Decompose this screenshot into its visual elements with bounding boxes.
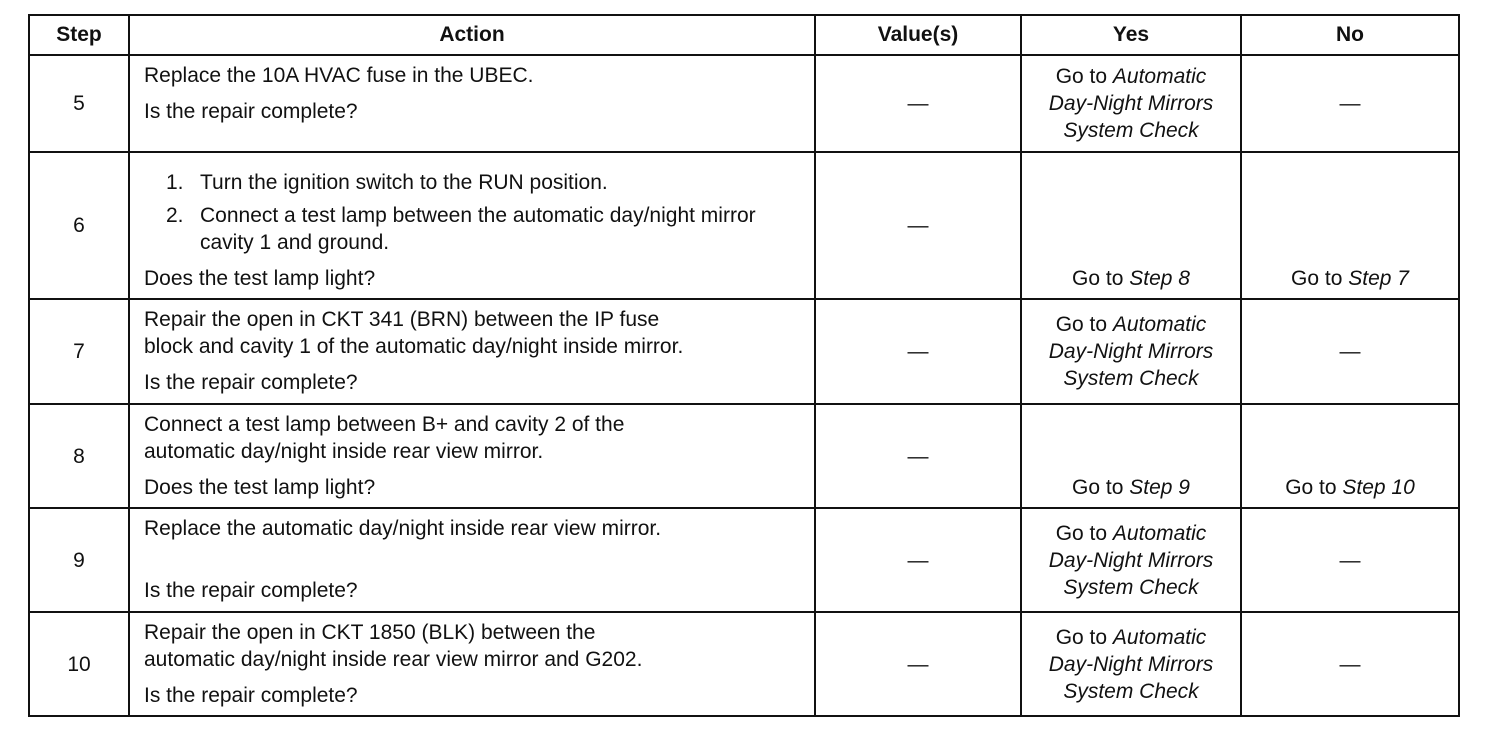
no-link[interactable]: Step 10 <box>1342 476 1415 499</box>
table-row <box>29 508 1459 612</box>
action-question: Is the repair complete? <box>144 100 358 123</box>
table-row <box>29 299 1459 404</box>
yes-cell <box>1021 55 1241 152</box>
yes-prefix: Go to <box>1055 521 1113 545</box>
action-cell <box>129 299 815 404</box>
step-number: 7 <box>29 299 129 404</box>
yes-prefix: Go to <box>1072 267 1130 290</box>
yes-cell <box>1021 508 1241 612</box>
yes-link[interactable]: Day-Night Mirrors <box>1048 652 1214 676</box>
list-item: 1. Turn the ignition switch to the RUN position. <box>166 171 608 194</box>
action-text: Replace the automatic day/night inside rear view mirror. <box>144 517 662 540</box>
yes-prefix: Go to <box>1055 65 1113 88</box>
action-text: automatic day/night inside rear view mirror. <box>144 440 544 463</box>
action-cell <box>129 612 815 716</box>
no-cell: — <box>1241 508 1459 612</box>
yes-cell <box>1021 152 1241 299</box>
value-cell: — <box>815 299 1021 404</box>
header-action: Action <box>129 15 815 55</box>
yes-cell <box>1021 612 1241 716</box>
header-row <box>29 15 1459 55</box>
yes-link[interactable]: System Check <box>1063 679 1199 703</box>
yes-link[interactable]: Day-Night Mirrors <box>1048 340 1214 363</box>
yes-link[interactable]: Step 9 <box>1129 476 1190 499</box>
step-number: 9 <box>29 508 129 612</box>
action-text: block and cavity 1 of the automatic day/night inside mirror. <box>144 335 684 358</box>
yes-link[interactable]: Automatic <box>1112 313 1207 336</box>
no-cell: — <box>1241 299 1459 404</box>
value-cell: — <box>815 152 1021 299</box>
yes-cell <box>1021 404 1241 508</box>
table-row <box>29 612 1459 716</box>
action-question: Is the repair complete? <box>144 579 358 602</box>
yes-prefix: Go to <box>1055 625 1113 649</box>
yes-prefix: Go to <box>1072 476 1130 499</box>
yes-cell <box>1021 299 1241 404</box>
action-text: Connect a test lamp between B+ and cavity 2 of the <box>144 413 625 436</box>
yes-link[interactable]: Automatic <box>1112 625 1207 649</box>
yes-link[interactable]: System Check <box>1063 575 1199 599</box>
action-question: Is the repair complete? <box>144 371 358 394</box>
yes-link[interactable]: Day-Night Mirrors <box>1048 548 1214 572</box>
yes-link[interactable]: Automatic <box>1112 521 1207 545</box>
action-cell <box>129 404 815 508</box>
table-row <box>29 152 1459 299</box>
header-step: Step <box>29 15 129 55</box>
yes-prefix: Go to <box>1055 313 1113 336</box>
action-question: Does the test lamp light? <box>144 476 376 499</box>
yes-link[interactable]: Day-Night Mirrors <box>1048 92 1214 115</box>
action-cell <box>129 55 815 152</box>
action-text: automatic day/night inside rear view mirror and G202. <box>144 648 643 671</box>
yes-link[interactable]: Automatic <box>1112 65 1207 88</box>
action-cell <box>129 152 815 299</box>
value-cell: — <box>815 55 1021 152</box>
header-no: No <box>1241 15 1459 55</box>
yes-link[interactable]: System Check <box>1063 367 1199 390</box>
action-cell <box>129 508 815 612</box>
action-text: Repair the open in CKT 1850 (BLK) between the <box>144 621 596 644</box>
no-cell <box>1241 404 1459 508</box>
table-row <box>29 55 1459 152</box>
header-values: Value(s) <box>815 15 1021 55</box>
yes-link[interactable]: Step 8 <box>1129 267 1190 290</box>
value-cell: — <box>815 612 1021 716</box>
no-cell: — <box>1241 612 1459 716</box>
list-item: 2. Connect a test lamp between the automatic day/night mirror cavity 1 and ground. <box>166 204 756 254</box>
no-prefix: Go to <box>1291 267 1349 290</box>
yes-link[interactable]: System Check <box>1063 119 1199 142</box>
value-cell: — <box>815 508 1021 612</box>
no-prefix: Go to <box>1285 476 1343 499</box>
step-number: 5 <box>29 55 129 152</box>
diagnostic-table <box>28 14 1460 717</box>
action-text: Replace the 10A HVAC fuse in the UBEC. <box>144 64 534 87</box>
no-cell: — <box>1241 55 1459 152</box>
step-number: 8 <box>29 404 129 508</box>
value-cell: — <box>815 404 1021 508</box>
no-cell <box>1241 152 1459 299</box>
step-number: 6 <box>29 152 129 299</box>
step-number: 10 <box>29 612 129 716</box>
action-text: Repair the open in CKT 341 (BRN) between the IP fuse <box>144 308 660 331</box>
action-question: Does the test lamp light? <box>144 267 376 290</box>
header-yes: Yes <box>1021 15 1241 55</box>
action-question: Is the repair complete? <box>144 684 358 707</box>
no-link[interactable]: Step 7 <box>1348 267 1409 290</box>
action-list <box>144 169 802 256</box>
table-row <box>29 404 1459 508</box>
